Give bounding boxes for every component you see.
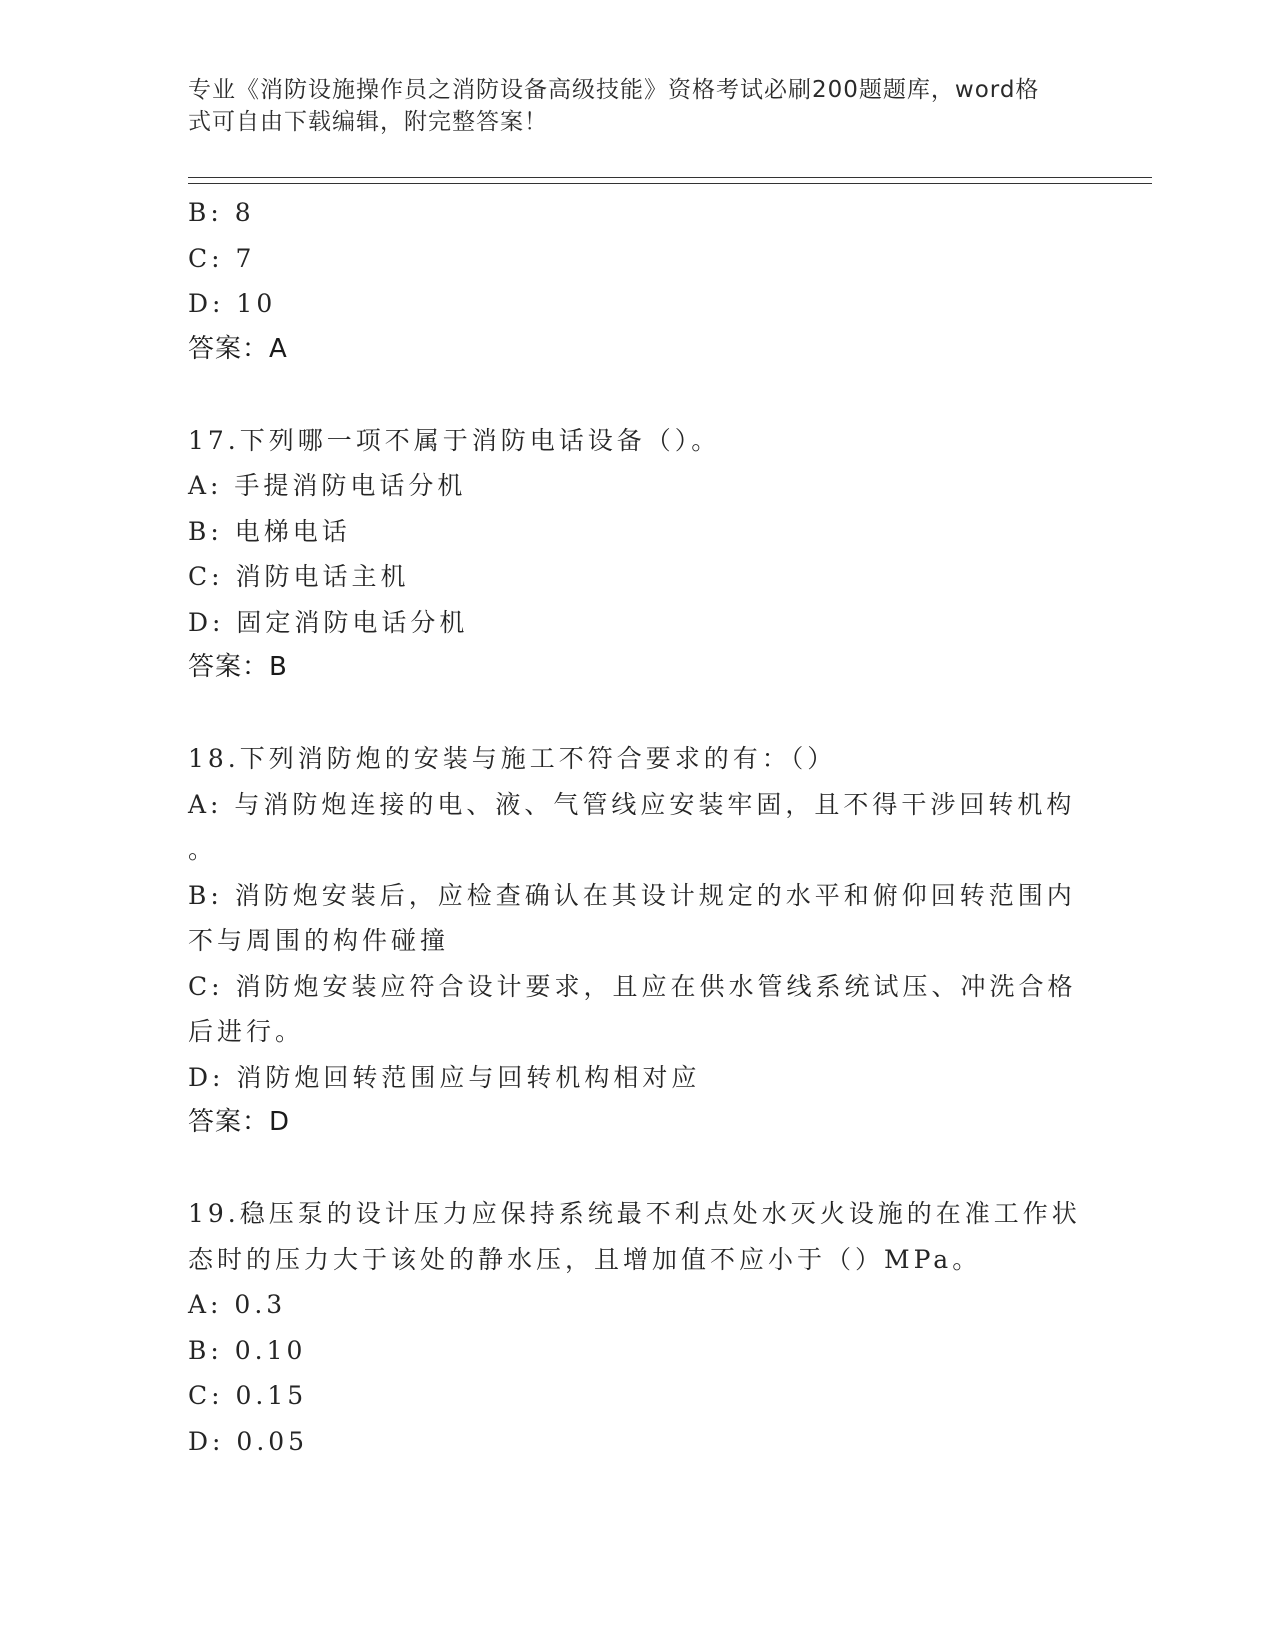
- option-c-continuation: 后进行。: [188, 1017, 305, 1046]
- question-stem: 19.稳压泵的设计压力应保持系统最不利点处水灭火设施的在准工作状: [188, 1199, 1081, 1228]
- question-19: [188, 1191, 1088, 1464]
- question-stem: 18.下列消防炮的安装与施工不符合要求的有：（）: [188, 744, 837, 773]
- question-stem: 17.下列哪一项不属于消防电话设备（）。: [188, 425, 721, 455]
- spacer: [188, 1146, 1088, 1192]
- spacer: [188, 372, 1088, 418]
- answer: 答案：B: [188, 652, 288, 682]
- question-17: [188, 418, 1088, 691]
- option-c: C: 0.15: [188, 1381, 308, 1410]
- option-b: B: 消防炮安装后，应检查确认在其设计规定的水平和俯仰回转范围内: [188, 880, 1076, 910]
- option-c: C: 7: [188, 243, 256, 273]
- header-divider-top: [188, 177, 1152, 178]
- question-16-tail: [188, 190, 1088, 372]
- option-d: D: 10: [188, 289, 277, 318]
- option-d: D: 0.05: [188, 1426, 309, 1456]
- header-line-2: 式可自由下载编辑，附完整答案！: [188, 109, 548, 135]
- option-a: A: 与消防炮连接的电、液、气管线应安装牢固，且不得干涉回转机构: [188, 789, 1076, 819]
- answer: 答案：D: [188, 1107, 291, 1137]
- option-a: A: 0.3: [188, 1290, 287, 1319]
- option-c: C: 消防电话主机: [188, 562, 410, 591]
- question-list: [188, 190, 1088, 1464]
- header-line-1: 专业《消防设施操作员之消防设备高级技能》资格考试必刷200题题库，word格: [188, 77, 1040, 103]
- option-b-continuation: 不与周围的构件碰撞: [188, 926, 450, 955]
- option-d: D: 固定消防电话分机: [188, 607, 469, 637]
- option-b: B: 8: [188, 198, 255, 227]
- option-a: A: 手提消防电话分机: [188, 471, 467, 500]
- option-c: C: 消防炮安装应符合设计要求，且应在供水管线系统试压、冲洗合格: [188, 971, 1077, 1001]
- spacer: [188, 691, 1088, 737]
- option-b: B: 电梯电话: [188, 516, 351, 546]
- question-stem-continuation: 态时的压力大于该处的静水压，且增加值不应小于（）MPa。: [188, 1244, 982, 1274]
- option-b: B: 0.10: [188, 1335, 307, 1365]
- option-d: D: 消防炮回转范围应与回转机构相对应: [188, 1062, 701, 1092]
- header-divider-bottom: [188, 183, 1152, 184]
- answer: 答案：A: [188, 333, 288, 364]
- question-18: [188, 736, 1088, 1146]
- page-header: [188, 74, 1068, 138]
- option-a-continuation: 。: [188, 835, 218, 864]
